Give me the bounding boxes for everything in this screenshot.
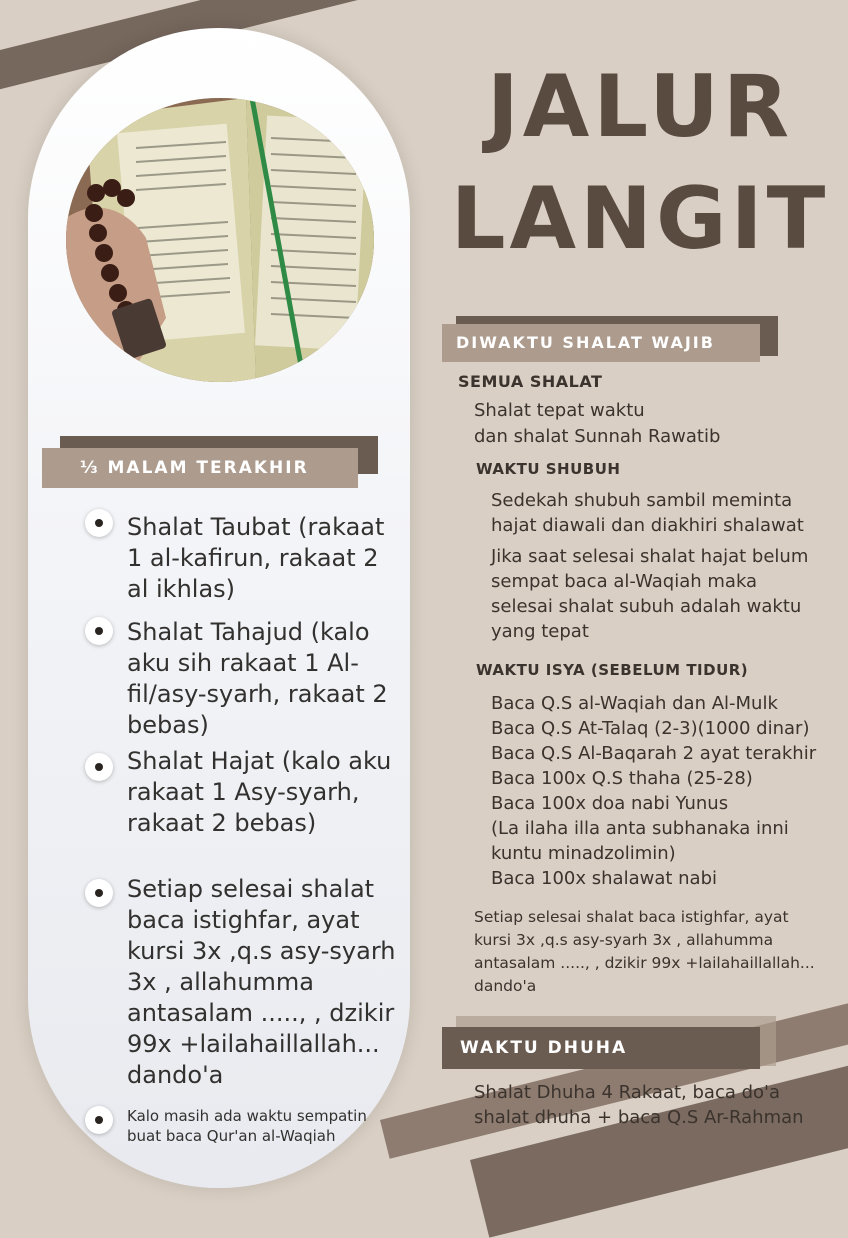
- bullet-icon: [85, 1106, 113, 1134]
- text-line: Baca Q.S At-Talaq (2-3)(1000 dinar): [491, 718, 810, 739]
- text-line: dan shalat Sunnah Rawatib: [474, 426, 721, 447]
- bullet-icon: [85, 879, 113, 907]
- list-item: Setiap selesai shalat baca istighfar, ayat kursi 3x ,q.s asy-syarh 3x , allahumma antasalam ....., , dzikir 99x +lailahaillallah... dando'a: [127, 875, 396, 1089]
- list-item-small: Kalo masih ada waktu sempatin buat baca Qur'an al-Waqiah: [127, 1107, 367, 1145]
- text-line: Sedekah shubuh sambil meminta: [491, 490, 793, 511]
- text-line: dando'a: [474, 977, 537, 995]
- text-line: (La ilaha illa anta subhanaka inni: [491, 818, 789, 839]
- text-line: Jika saat selesai shalat hajat belum: [491, 546, 809, 567]
- text-line: kursi 3x ,q.s asy-syarh 3x , allahumma: [474, 931, 774, 949]
- list-item: Shalat Hajat (kalo aku rakaat 1 Asy-syarh, rakaat 2 bebas): [127, 747, 392, 837]
- text-line: yang tepat: [491, 621, 589, 642]
- section-title: WAKTU SHUBUH: [476, 460, 621, 478]
- text-line: antasalam ....., , dzikir 99x +lailahaillallah...: [474, 954, 815, 972]
- text-line: Baca Q.S Al-Baqarah 2 ayat terakhir: [491, 743, 817, 764]
- text-line: Baca Q.S al-Waqiah dan Al-Mulk: [491, 693, 778, 714]
- list-item: Shalat Tahajud (kalo aku sih rakaat 1 Al-fil/asy-syarh, rakaat 2 bebas): [127, 618, 388, 739]
- bullet-icon: [85, 753, 113, 781]
- text-line: selesai shalat subuh adalah waktu: [491, 596, 802, 617]
- text-line: Setiap selesai shalat baca istighfar, ayat: [474, 908, 789, 926]
- text-line: Baca 100x shalawat nabi: [491, 868, 718, 889]
- section-title: WAKTU ISYA (SEBELUM TIDUR): [476, 661, 749, 679]
- text-line: shalat dhuha + baca Q.S Ar-Rahman: [474, 1107, 804, 1128]
- list-item: Shalat Taubat (rakaat 1 al-kafirun, rakaat 2 al ikhlas): [127, 513, 385, 603]
- title-line-2: LANGIT: [450, 169, 830, 269]
- left-header: ⅓ MALAM TERAKHIR: [42, 448, 358, 488]
- bullet-icon: [85, 617, 113, 645]
- section-title: SEMUA SHALAT: [458, 372, 603, 391]
- text-line: Baca 100x Q.S thaha (25-28): [491, 768, 753, 789]
- text-line: Baca 100x doa nabi Yunus: [491, 793, 729, 814]
- title-line-1: JALUR: [486, 57, 794, 157]
- quran-photo: [66, 98, 374, 382]
- dhuha-header: WAKTU DHUHA: [442, 1027, 760, 1069]
- text-line: hajat diawali dan diakhiri shalawat: [491, 515, 804, 536]
- bullet-icon: [85, 509, 113, 537]
- text-line: Shalat Dhuha 4 Rakaat, baca do'a: [474, 1082, 781, 1103]
- text-line: kuntu minadzolimin): [491, 843, 676, 864]
- text-line: Shalat tepat waktu: [474, 400, 645, 421]
- right-header: DIWAKTU SHALAT WAJIB: [442, 324, 760, 362]
- text-line: sempat baca al-Waqiah maka: [491, 571, 758, 592]
